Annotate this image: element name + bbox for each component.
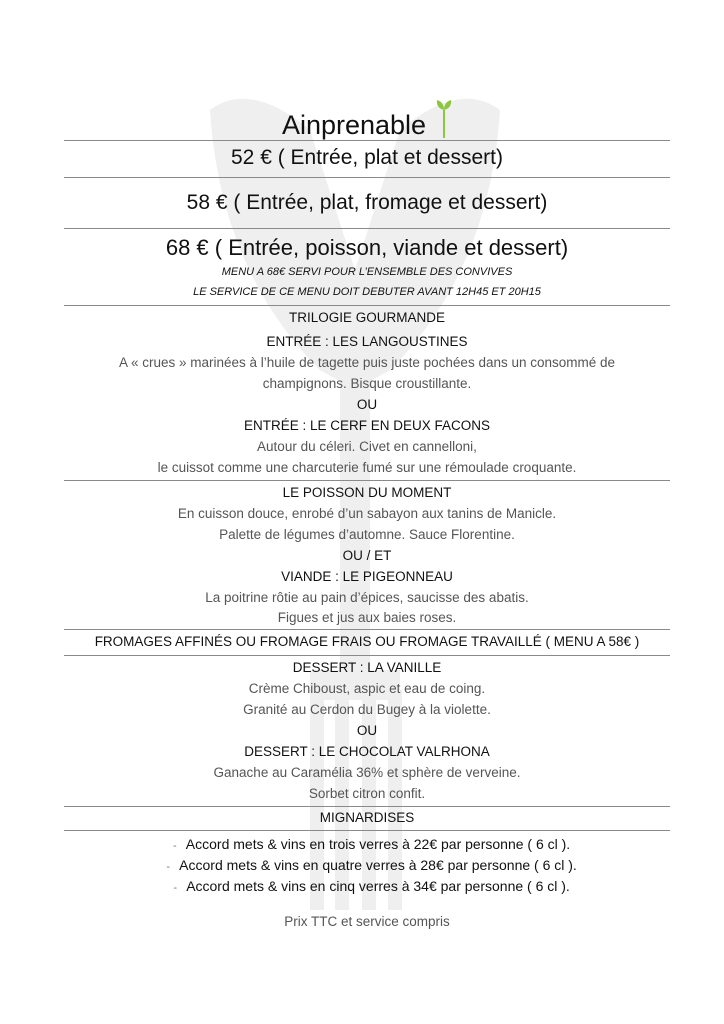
section-heading: TRILOGIE GOURMANDE xyxy=(288,310,445,325)
dish-title: LE POISSON DU MOMENT xyxy=(282,485,452,500)
dish-title: DESSERT : LA VANILLE xyxy=(292,660,442,675)
divider xyxy=(64,806,670,807)
dish-desc: Palette de légumes d’automne. Sauce Florentine. xyxy=(219,527,515,542)
dish-title: VIANDE : LE PIGEONNEAU xyxy=(281,569,453,584)
note-line: MENU A 68€ SERVI POUR L’ENSEMBLE DES CONVIVES xyxy=(221,266,513,278)
wine-pairing-text: Accord mets & vins en trois verres à 22€ par personne ( 6 cl ). xyxy=(185,836,571,852)
price-68: 68 € ( Entrée, poisson, viande et dessert) xyxy=(165,235,569,260)
divider xyxy=(64,305,670,306)
divider xyxy=(64,830,670,831)
or-separator: OU xyxy=(356,723,378,738)
sprout-icon xyxy=(436,98,452,138)
bullet-dash: - xyxy=(172,840,177,852)
wine-pairing-item xyxy=(64,857,670,873)
restaurant-title xyxy=(64,98,670,141)
dish-desc: champignons. Bisque croustillante. xyxy=(262,376,472,391)
bullet-dash: - xyxy=(166,861,170,873)
dish-desc: Figues et jus aux baies roses. xyxy=(277,610,457,625)
title-text: Ainprenable xyxy=(281,110,427,140)
divider xyxy=(64,629,670,630)
dish-desc: le cuissot comme une charcuterie fumé sur une rémoulade croquante. xyxy=(157,460,577,475)
dish-desc: A « crues » marinées à l’huile de tagette puis juste pochées dans un consommé de xyxy=(118,355,616,370)
or-and-separator: OU / ET xyxy=(342,548,392,563)
dish-title: ENTRÉE : LES LANGOUSTINES xyxy=(266,334,468,349)
dish-desc: Granité au Cerdon du Bugey à la violette. xyxy=(243,702,491,717)
dish-desc: Autour du céleri. Civet en cannelloni, xyxy=(257,439,477,454)
divider xyxy=(64,177,670,178)
bullet-dash: - xyxy=(173,882,178,894)
dish-title: ENTRÉE : LE CERF EN DEUX FACONS xyxy=(243,418,491,433)
section-heading: MIGNARDISES xyxy=(319,810,415,825)
dish-desc: Sorbet citron confit. xyxy=(308,786,426,801)
dish-desc: Ganache au Caramélia 36% et sphère de verveine. xyxy=(213,765,521,780)
divider xyxy=(64,228,670,229)
wine-pairing-text: Accord mets & vins en quatre verres à 28€ par personne ( 6 cl ). xyxy=(179,857,577,873)
divider xyxy=(64,140,670,141)
dish-title: DESSERT : LE CHOCOLAT VALRHONA xyxy=(244,744,490,759)
wine-pairing-item xyxy=(64,878,670,894)
dish-desc: Crème Chiboust, aspic et eau de coing. xyxy=(248,681,486,696)
dish-desc: La poitrine rôtie au pain d’épices, saucisse des abatis. xyxy=(205,590,529,605)
dish-desc: En cuisson douce, enrobé d’un sabayon aux tanins de Manicle. xyxy=(177,506,557,521)
wine-pairing-text: Accord mets & vins en cinq verres à 34€ par personne ( 6 cl ). xyxy=(186,878,570,894)
note-line: LE SERVICE DE CE MENU DOIT DEBUTER AVANT 12H45 ET 20H15 xyxy=(193,286,541,298)
footer-note: Prix TTC et service compris xyxy=(284,914,450,929)
price-58: 58 € ( Entrée, plat, fromage et dessert) xyxy=(186,191,548,214)
cheese-heading: FROMAGES AFFINÉS OU FROMAGE FRAIS OU FROMAGE TRAVAILLÉ ( MENU A 58€ ) xyxy=(94,634,640,649)
divider xyxy=(64,480,670,481)
or-separator: OU xyxy=(356,397,378,412)
price-52: 52 € ( Entrée, plat et dessert) xyxy=(231,146,503,169)
wine-pairing-item xyxy=(64,836,670,852)
divider xyxy=(64,655,670,656)
